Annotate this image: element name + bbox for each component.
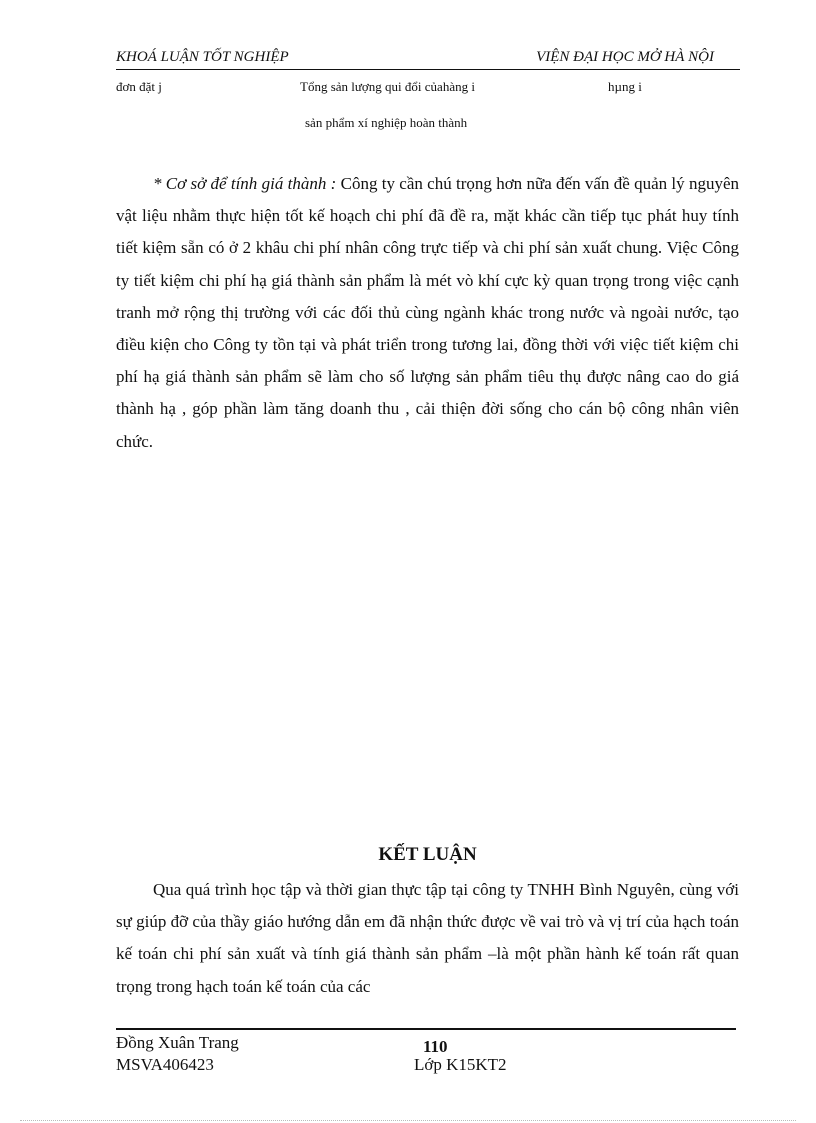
paragraph-cost-basis	[116, 168, 739, 458]
conclusion-text: Qua quá trình học tập và thời gian thực tập tại công ty TNHH Bình Nguyên, cùng với sự giúp đỡ của thầy giáo hướng dẫn em đã nhận thức được về vai trò và vị trí của hạch toán kế toán chi phí sản xuất và tính giá thành sản phẩm –là một phần hành kế toán rất quan trọng trong hạch toán kế toán của các	[116, 880, 739, 996]
formula-denominator-text: sản phẩm xí nghiệp hoàn thành	[305, 115, 468, 130]
paragraph-label: * Cơ sở để tính giá thành :	[153, 174, 337, 193]
formula-numerator-text: Tổng sản lượng qui đổi củahàng i	[300, 79, 475, 94]
page-header	[116, 47, 740, 70]
footer-student-id: MSVA406423	[116, 1055, 214, 1074]
header-left-title: KHOÁ LUẬN TỐT NGHIỆP	[116, 49, 289, 65]
paragraph-text: Công ty cần chú trọng hơn nữa đến vấn đề quản lý nguyên vật liệu nhằm thực hiện tốt kế hoạch chi phí đã đề ra, mặt khác cần tiếp tục phát huy tính tiết kiệm sẵn có ở 2 khâu chi phí nhân công trực tiếp và chi phí sản xuất chung. Việc Công ty tiết kiệm chi phí hạ giá thành sản phẩm là mét vò khí cực kỳ quan trọng trong việc cạnh tranh mở rộng thị trường với các đối thủ cùng ngành khác trong nước và ngoài nước, tạo điều kiện cho Công ty tồn tại và phát triển trong tương lai, đồng thời với việc tiết kiệm chi phí hạ giá thành sản phẩm sẽ làm cho số lượng sản phẩm tiêu thụ được nâng cao do giá thành hạ , góp phần làm tăng doanh thu , cải thiện đời sống cho cán bộ công nhân viên chức.	[116, 174, 739, 451]
page-edge-dotted-line	[20, 1120, 796, 1121]
formula-right-fragment: hµng i	[608, 79, 642, 94]
formula-left-fragment: đơn đặt j	[116, 79, 162, 94]
footer-divider	[116, 1028, 736, 1030]
header-right-title: VIỆN ĐẠI HỌC MỞ HÀ NỘI	[536, 49, 714, 65]
conclusion-heading: KẾT LUẬN	[378, 844, 477, 865]
footer-page-number: 110	[423, 1037, 448, 1056]
footer-author: Đồng Xuân Trang	[116, 1033, 239, 1052]
conclusion-paragraph	[116, 874, 739, 1003]
footer-class: Lớp K15KT2	[414, 1055, 507, 1074]
